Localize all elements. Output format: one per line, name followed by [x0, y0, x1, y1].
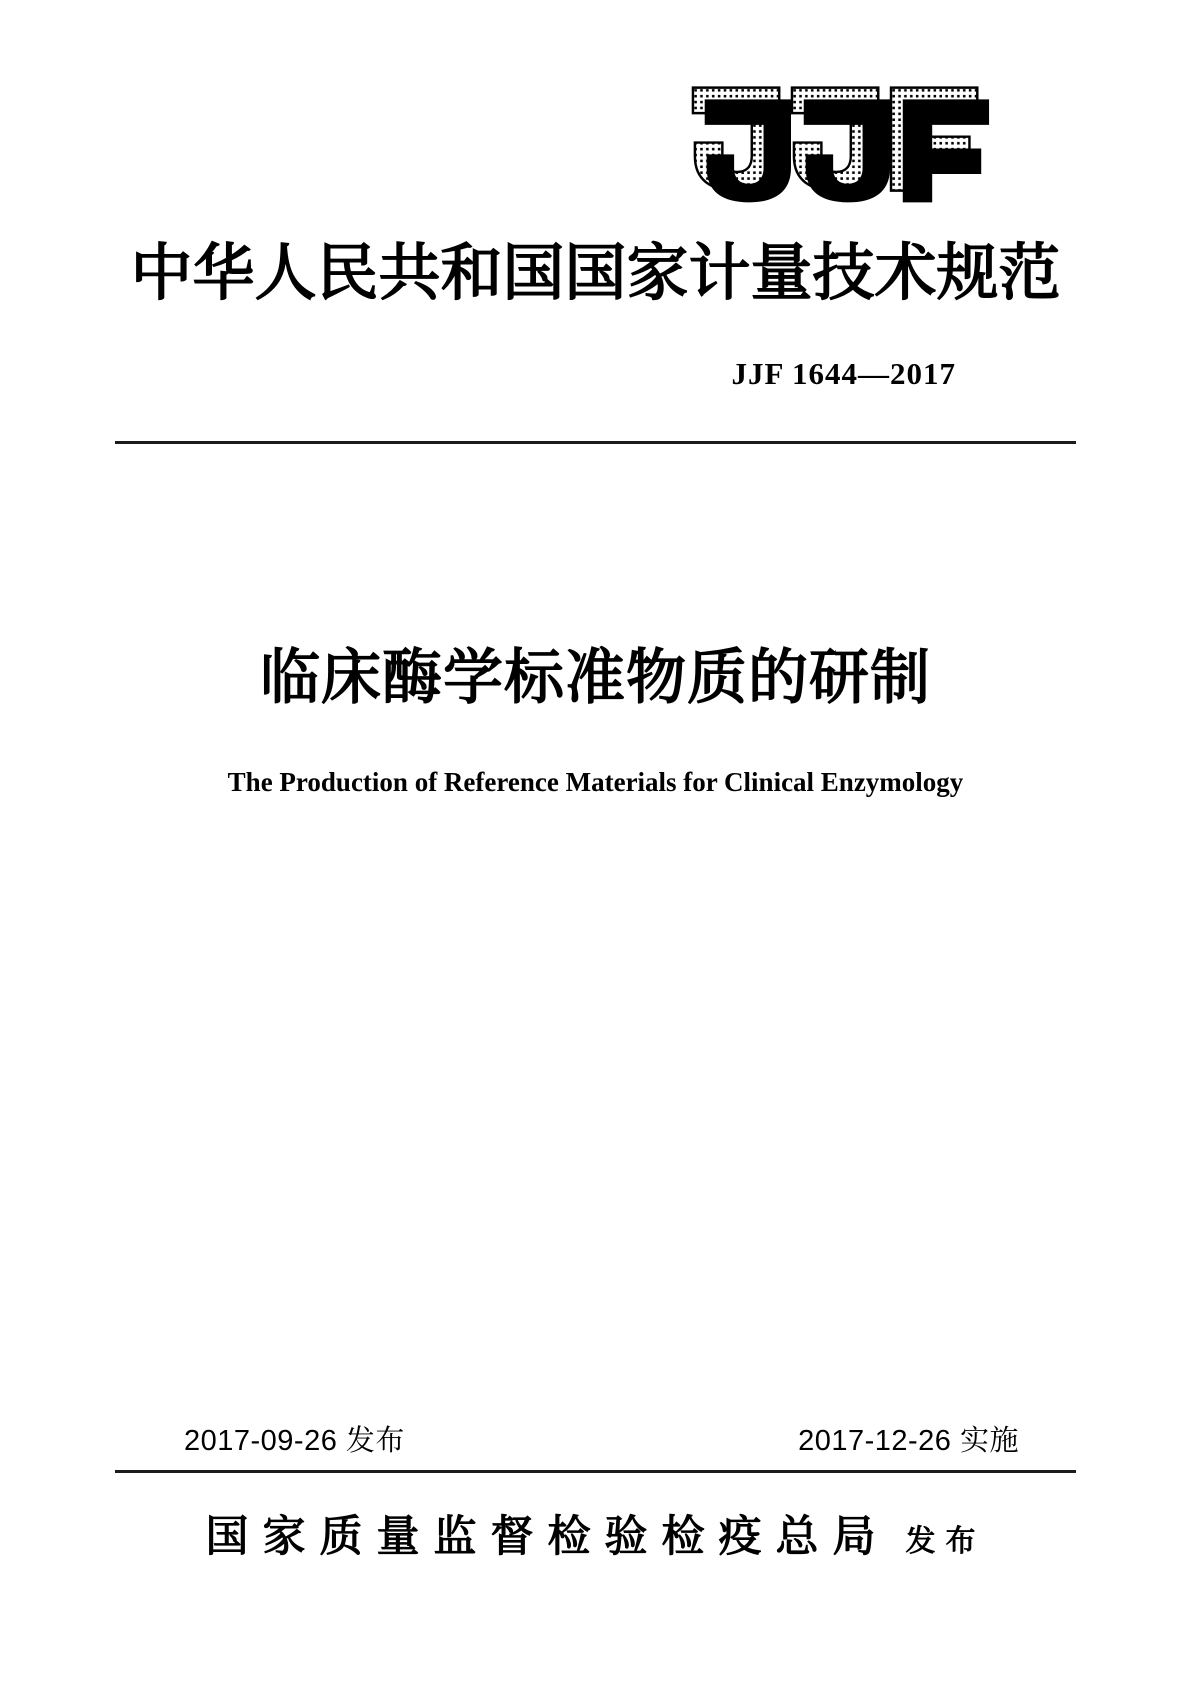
subject-title-zh: 临床酶学标准物质的研制 — [260, 644, 931, 711]
standard-number: JJF 1644—2017 — [731, 356, 956, 391]
publisher-suffix-label: 发布 — [905, 1525, 986, 1558]
jjf-logo-graphic — [690, 84, 992, 208]
publisher-row — [0, 1516, 1191, 1559]
org-title: 中华人民共和国国家计量技术规范 — [130, 240, 1061, 308]
publisher-name: 国家质量监督检验检疫总局 — [205, 1514, 890, 1561]
top-divider — [115, 441, 1076, 444]
implement-date: 2017-12-26 实施 — [798, 1425, 1019, 1457]
subject-title-en: The Production of Reference Materials for Clinical Enzymology — [227, 767, 964, 797]
bottom-divider — [115, 1470, 1076, 1473]
jjf-logo — [690, 84, 992, 208]
issue-date: 2017-09-26 发布 — [184, 1425, 405, 1457]
